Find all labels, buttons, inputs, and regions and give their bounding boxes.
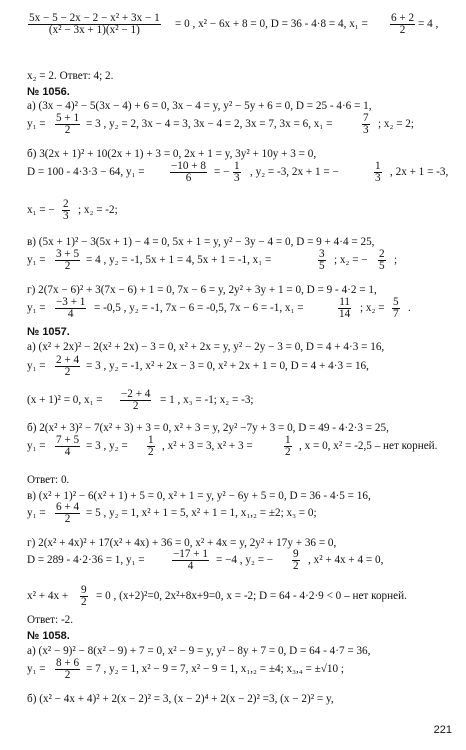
fraction — [172, 549, 209, 572]
math-text: y₁ = — [27, 302, 46, 314]
math-text: в) (5x + 1)² − 3(5x + 1) − 4 = 0, 5x + 1 = y, y² − 3y − 4 = 0, D = 9 + 4·4 = 25, — [27, 236, 375, 248]
fraction-denominator: 2 — [64, 366, 71, 378]
fraction-denominator: 2 — [64, 669, 71, 681]
math-line — [0, 198, 466, 222]
fraction-numerator: 1 — [234, 160, 240, 172]
math-line — [0, 501, 466, 525]
math-text: = 3 , y₂ = 2, 3x − 4 = 3, 3x − 4 = 2, 3x = 7, 3x = 6, x₁ = — [86, 118, 333, 130]
math-text: y₁ = — [27, 440, 46, 452]
fraction-denominator: 3 — [363, 124, 369, 136]
math-text: = 5 , y₂ = 1, x² + 1 = 5, x² + 1 = 1, x₁,₂ = ±2; x₃ = 0; — [86, 507, 317, 519]
math-text: = -0,5 , y₂ = -1, 7x − 6 = -0,5, 7x − 6 = -1, x₁ = — [94, 302, 304, 314]
fraction-denominator: 2 — [64, 260, 71, 272]
fraction — [390, 13, 415, 36]
fraction-numerator: 2 — [63, 198, 69, 210]
fraction-numerator: 1 — [285, 434, 291, 446]
fraction-denominator: 2 — [64, 124, 71, 136]
math-text: Ответ: -2. — [27, 614, 74, 626]
fraction-numerator: −3 + 1 — [56, 296, 86, 308]
math-text: x₂ = 2. Ответ: 4; 2. — [27, 70, 114, 82]
math-text: y₁ = — [27, 663, 46, 675]
fraction-numerator: 2 — [379, 248, 385, 260]
fraction — [392, 297, 400, 320]
fraction-numerator: 9 — [293, 548, 299, 560]
math-text: , x = 0, x² = -2,5 – нет корней. — [299, 440, 438, 452]
fraction — [318, 249, 326, 272]
math-text: = 7 , y₂ = 1, x² − 9 = 7, x² − 9 = 1, x₁,₂ = ±4; x₃,₄ = ±√10 ; — [86, 663, 344, 675]
math-text: y₁ = — [27, 118, 46, 130]
fraction-numerator: 7 + 5 — [56, 434, 80, 446]
math-line — [0, 434, 466, 458]
fraction — [120, 389, 151, 412]
math-text: . — [408, 302, 411, 314]
math-text: ; x₂ = -2; — [78, 204, 118, 216]
fraction-denominator: 2 — [132, 400, 139, 412]
math-text: D = 289 - 4·2·36 = 1, y₁ = — [27, 554, 145, 566]
fraction-numerator: 8 + 6 — [56, 657, 80, 669]
fraction — [378, 249, 386, 272]
fraction-denominator: 4 — [64, 446, 71, 458]
math-text: г) 2(7x − 6)² + 3(7x − 6) + 1 = 0, 7x − 6 = y, 2y² + 3y + 1 = 0, D = 9 - 4·2 = 1, — [27, 284, 377, 296]
fraction — [374, 161, 382, 184]
fraction-numerator: 5x − 5 − 2x − 2 − x² + 3x − 1 — [29, 12, 160, 24]
math-line — [0, 160, 466, 184]
math-line — [0, 12, 466, 36]
math-line — [0, 537, 466, 555]
math-line — [0, 584, 466, 608]
fraction-numerator: −2 + 4 — [121, 388, 151, 400]
math-text: = −4 , y₂ = − — [216, 554, 274, 566]
math-text: = 3 , y₂ = — [86, 440, 128, 452]
math-text: = 4 , y₂ = -1, 5x + 1 = 4, 5x + 1 = -1, x₁ = — [86, 254, 272, 266]
fraction-numerator: 1 — [148, 434, 154, 446]
fraction — [55, 435, 80, 458]
exercise-heading: № 1056. — [27, 86, 70, 98]
fraction-numerator: −17 + 1 — [173, 548, 208, 560]
fraction — [55, 297, 86, 320]
math-text: б) 2(x² + 3)² − 7(x² + 3) + 3 = 0, x² + 3 = y, 2y² −7y + 3 = 0, D = 49 - 4·2·3 = 25, — [27, 422, 389, 434]
math-text: ; x₂ = 2; — [378, 118, 415, 130]
fraction-numerator: 3 — [319, 248, 325, 260]
math-text: y₁ = — [27, 254, 46, 266]
fraction — [233, 161, 241, 184]
page-number: 221 — [433, 724, 452, 736]
fraction-denominator: 4 — [67, 308, 74, 320]
fraction-numerator: 3 + 5 — [56, 248, 80, 260]
fraction-numerator: 5 — [393, 296, 399, 308]
math-line — [0, 354, 466, 378]
math-text: а) (x² − 9)² − 8(x² − 9) + 7 = 0, x² − 9 = y, y² − 8y + 7 = 0, D = 64 - 4·7 = 36, — [27, 645, 371, 657]
fraction — [170, 161, 207, 184]
math-text: , 2x + 1 = -3, — [390, 166, 449, 178]
exercise-heading: № 1057. — [27, 326, 70, 338]
math-text: , x² + 4x + 4 = 0, — [308, 554, 384, 566]
fraction-numerator: 6 + 4 — [56, 501, 80, 513]
math-line — [0, 693, 466, 711]
math-line — [0, 296, 466, 320]
fraction — [284, 435, 292, 458]
fraction — [62, 199, 70, 222]
math-line — [0, 388, 466, 412]
math-text: ; x₂ = − — [334, 254, 368, 266]
math-text: = 3 , y₂ = -1, x² + 2x − 3 = 0, x² + 2x + 1 = 0, D = 4 + 4·3 = 16, — [86, 360, 369, 372]
math-text: = 0 , x² − 6x + 8 = 0, D = 36 - 4·8 = 4, x₁ = — [175, 18, 368, 30]
fraction-numerator: 1 — [375, 160, 381, 172]
fraction-denominator: 14 — [339, 308, 351, 320]
math-line — [0, 657, 466, 681]
fraction — [147, 435, 155, 458]
fraction — [292, 549, 300, 572]
fraction-denominator: 2 — [399, 24, 406, 36]
math-text: а) (x² + 2x)² − 2(x² + 2x) − 3 = 0, x² + 2x = y, y² − 2y − 3 = 0, D = 4 + 4·3 = 16, — [27, 341, 385, 353]
fraction-denominator: 2 — [148, 446, 154, 458]
math-text: = 0 , (x+2)²=0, 2x²+8x+9=0, x = -2; D = 64 - 4·2·9 < 0 – нет корней. — [96, 590, 407, 602]
fraction-numerator: 11 — [339, 296, 350, 308]
fraction — [28, 13, 161, 36]
fraction — [55, 658, 80, 681]
math-line — [0, 248, 466, 272]
fraction-numerator: −10 + 8 — [171, 160, 206, 172]
math-text: D = 100 - 4·3·3 − 64, y₁ = — [27, 166, 145, 178]
fraction-numerator: 7 — [363, 112, 369, 124]
math-line — [0, 548, 466, 572]
fraction-denominator: 2 — [285, 446, 291, 458]
fraction — [55, 502, 80, 525]
math-text: , x² + 3 = 3, x² + 3 = — [162, 440, 253, 452]
math-text: = 1 , x₃ = -1; x₂ = -3; — [160, 394, 254, 406]
fraction — [338, 297, 351, 320]
fraction-denominator: 2 — [293, 560, 299, 572]
math-text: x² + 4x + — [27, 590, 69, 602]
fraction — [362, 113, 370, 136]
math-text: y₁ = — [27, 507, 46, 519]
fraction-denominator: 2 — [64, 513, 71, 525]
math-text: x₁ = − — [27, 204, 55, 216]
math-text: в) (x² + 1)² − 6(x² + 1) + 5 = 0, x² + 1 = y, y² − 6y + 5 = 0, D = 36 - 4·5 = 16, — [27, 490, 371, 502]
math-text: = − — [214, 166, 230, 178]
exercise-heading: № 1058. — [27, 630, 70, 642]
fraction-denominator: 5 — [379, 260, 385, 272]
fraction-numerator: 6 + 2 — [391, 12, 415, 24]
math-text: (x + 1)² = 0, x₁ = — [27, 394, 103, 406]
fraction-denominator: (x² − 3x + 1)(x² − 1) — [48, 24, 140, 36]
fraction-denominator: 6 — [185, 172, 192, 184]
fraction-denominator: 4 — [187, 560, 194, 572]
fraction-numerator: 5 + 1 — [56, 112, 80, 124]
fraction-numerator: 2 + 4 — [56, 354, 80, 366]
fraction — [55, 249, 80, 272]
fraction-numerator: 9 — [81, 584, 87, 596]
fraction-denominator: 5 — [319, 260, 325, 272]
fraction-denominator: 2 — [81, 596, 87, 608]
fraction — [55, 355, 80, 378]
fraction-denominator: 7 — [393, 308, 399, 320]
math-text: ; x₂ = — [360, 302, 385, 314]
fraction — [55, 113, 80, 136]
fraction-denominator: 3 — [63, 210, 69, 222]
fraction — [80, 585, 88, 608]
math-text: а) (3x − 4)² − 5(3x − 4) + 6 = 0, 3x − 4 = y, y² − 5y + 6 = 0, D = 25 - 4·6 = 1, — [27, 100, 372, 112]
math-text: = 4 , — [418, 18, 439, 30]
fraction-denominator: 3 — [375, 172, 381, 184]
math-text: y₁ = — [27, 360, 46, 372]
math-text: ; — [394, 254, 398, 266]
math-text: г) 2(x² + 4x)² + 17(x² + 4x) + 36 = 0, x² + 4x = y, 2y² + 17y + 36 = 0, — [27, 537, 337, 549]
math-text: , y₂ = -3, 2x + 1 = − — [250, 166, 339, 178]
fraction-denominator: 3 — [234, 172, 240, 184]
math-line — [0, 112, 466, 136]
math-text: Ответ: 0. — [27, 474, 70, 486]
math-text: б) 3(2x + 1)² + 10(2x + 1) + 3 = 0, 2x + 1 = y, 3y² + 10y + 3 = 0, — [27, 148, 317, 160]
math-text: б) (x² − 4x + 4)² + 2(x − 2)² = 3, (x − 2)⁴ + 2(x − 2)² =3, (x − 2)² = y, — [27, 693, 334, 705]
